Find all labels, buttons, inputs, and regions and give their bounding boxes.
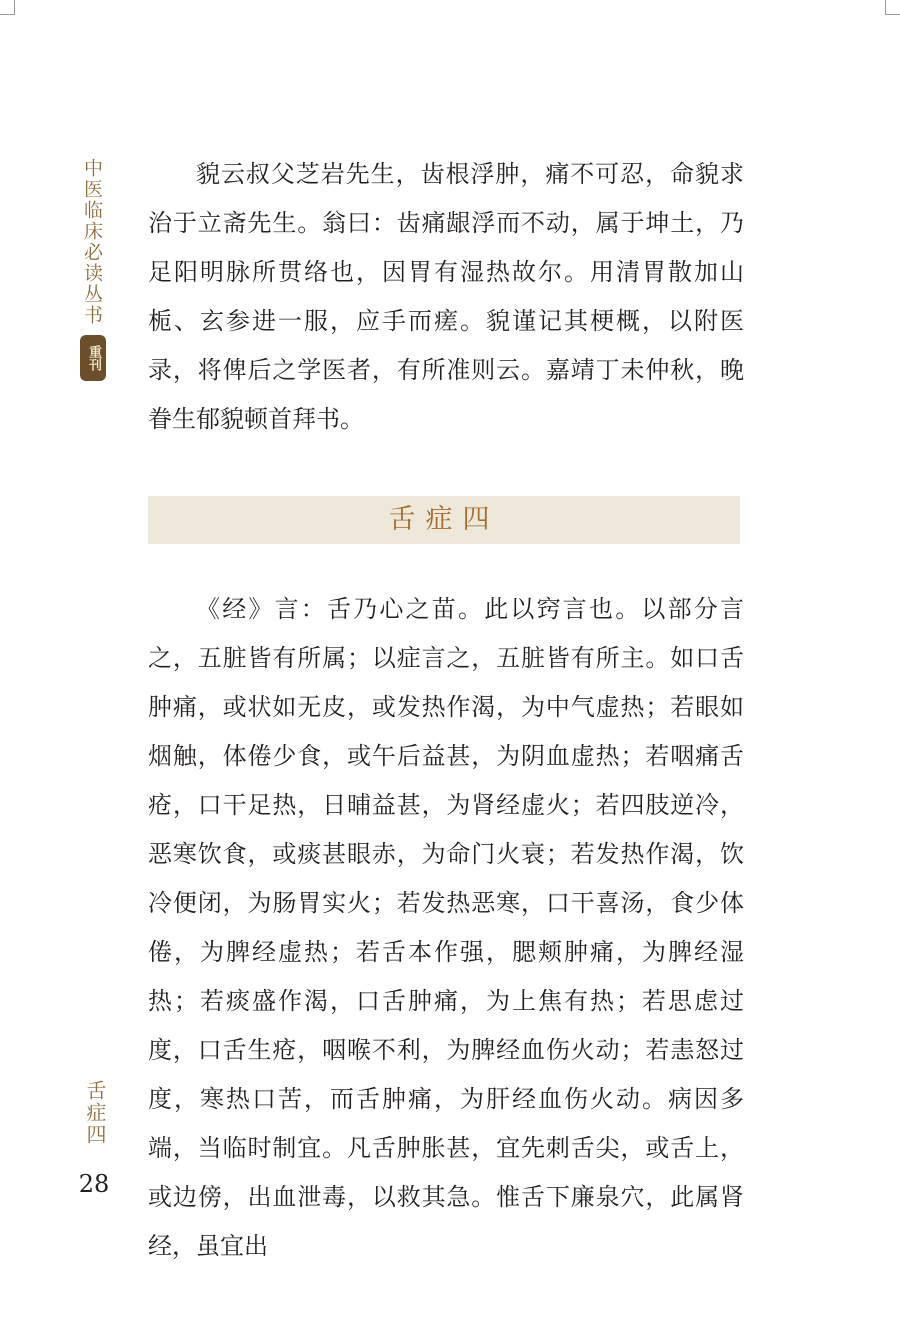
page-number: 28 (78, 1170, 110, 1198)
paragraph-preface-end: 貌云叔父芝岩先生，齿根浮肿，痛不可忍，命貌求治于立斋先生。翁曰：齿痛龈浮而不动，属于坤土，乃足阳明脉所贯络也，因胃有湿热故尔。用清胃散加山栀、玄参进一服，应手而瘥。貌谨记其梗概，以附医录，将俾后之学医者，有所准则云。嘉靖丁未仲秋，晚眷生郁貌顿首拜书。 (148, 160, 744, 433)
section-heading: 舌症四 (148, 496, 740, 544)
crop-mark-right (885, 0, 900, 15)
series-title: 中医临床必读丛书 (81, 158, 103, 326)
reprint-seal: 重刊 (80, 335, 106, 381)
paragraph-tongue-disorders: 《经》言：舌乃心之苗。此以窍言也。以部分言之，五脏皆有所属；以症言之，五脏皆有所主。如口舌肿痛，或状如无皮，或发热作渴，为中气虚热；若眼如烟触，体倦少食，或午后益甚，为阴血虚热；若咽痛舌疮，口干足热，日晡益甚，为肾经虚火；若四肢逆冷，恶寒饮食，或痰甚眼赤，为命门火衰；若发热作渴，饮冷便闭，为肠胃实火；若发热恶寒，口干喜汤，食少体倦，为脾经虚热；若舌本作强，腮颊肿痛，为脾经湿热；若痰盛作渴，口舌肿痛，为上焦有热；若思虑过度，口舌生疮，咽喉不利，为脾经血伤火动；若恚怒过度，寒热口苦，而舌肿痛，为肝经血伤火动。病因多端，当临时制宜。凡舌肿胀甚，宜先刺舌尖，或舌上，或边傍，出血泄毒，以救其急。惟舌下廉泉穴，此属肾经，虽宜出 (148, 595, 744, 1260)
text-block-1 (148, 150, 744, 444)
text-block-2 (148, 585, 744, 1271)
running-chapter-label: 舌症四 (83, 1080, 107, 1146)
crop-mark-left (0, 0, 15, 15)
